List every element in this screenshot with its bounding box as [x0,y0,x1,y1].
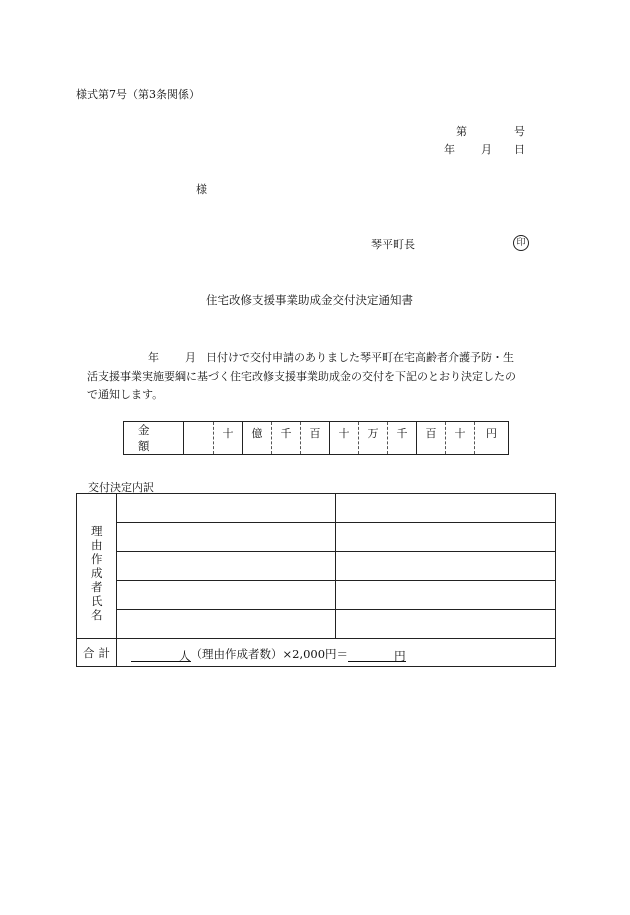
author-name-cell[interactable] [336,581,555,609]
amount-digit-thousand[interactable]: 千 [387,422,416,454]
table-row [117,581,555,610]
amount-digit-oku[interactable]: 億 [242,422,271,454]
author-name-cell[interactable] [336,552,555,580]
table-row [117,610,555,638]
addressee-suffix: 様 [196,183,207,196]
body-year: 年 [148,351,159,364]
date-day: 日 [514,143,525,156]
body-line-2: 活支援事業実施要綱に基づく住宅改修支援事業助成金の交付を下記のとおり決定したの [87,370,516,383]
page-title: 住宅改修支援事業助成金交付決定通知書 [206,293,413,307]
amount-digit-man[interactable]: 万 [358,422,387,454]
doc-number-prefix: 第 [456,125,467,138]
total-row [77,638,555,666]
amount-digit-hundred[interactable]: 百 [416,422,445,454]
author-name-cell[interactable] [117,581,336,609]
author-name-cell[interactable] [117,610,336,638]
body-line-3: で通知します。 [87,388,164,401]
form-number: 様式第7号（第3条関係） [76,88,200,101]
total-formula-text: （理由作成者数）×2,000円＝ [190,647,349,661]
reason-author-label: 理由作成者氏名 [91,524,103,622]
amount-digit-ten[interactable]: 十 [445,422,474,454]
table-row [117,523,555,552]
reason-author-column [77,494,117,638]
table-row [117,494,555,523]
people-unit: 人 [179,649,191,663]
author-name-cell[interactable] [336,523,555,551]
date-month: 月 [481,143,492,156]
author-name-cell[interactable] [336,494,555,522]
amount-digit-thousand-man[interactable]: 千 [271,422,300,454]
total-label: 合計 [77,639,117,667]
author-name-cell[interactable] [117,494,336,522]
breakdown-table [76,493,556,667]
author-name-cell[interactable] [117,523,336,551]
breakdown-title: 交付決定内訳 [88,481,154,494]
author-name-cell[interactable] [336,610,555,638]
amount-digit-cell[interactable] [184,422,213,454]
body-line-1: 日付けで交付申請のありました琴平町在宅高齢者介護予防・生 [206,351,514,364]
author-name-cell[interactable] [117,552,336,580]
amount-digit-ten-oku[interactable]: 十 [213,422,242,454]
amount-digit-ten-man[interactable]: 十 [329,422,358,454]
seal-mark: 印 [513,235,529,251]
amount-digit-hundred-man[interactable]: 百 [300,422,329,454]
doc-number-suffix: 号 [514,125,525,138]
table-row [117,552,555,581]
body-month: 月 [185,351,196,364]
people-count-blank[interactable] [131,648,179,662]
issuer-name: 琴平町長 [371,238,415,251]
amount-digit-yen[interactable]: 円 [474,422,508,454]
date-year: 年 [444,143,455,156]
total-formula [131,646,406,662]
yen-unit: 円 [394,649,406,663]
total-amount-blank[interactable] [348,648,394,662]
amount-table [123,421,509,455]
amount-label: 金額 [124,422,184,454]
